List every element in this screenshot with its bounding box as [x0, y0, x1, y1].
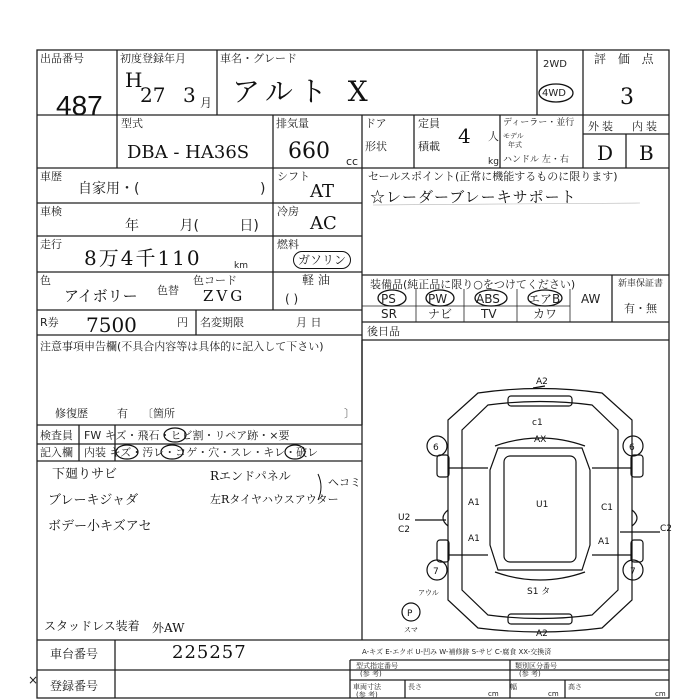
remark-tire-house: 左Rタイヤハウスアウター [210, 493, 339, 506]
interior-grade: B [639, 141, 654, 165]
equipment-label: 装備品(純正品に限り○をつけてください) [370, 278, 576, 291]
repair-place: 〔箇所 [142, 407, 175, 420]
shape-label: 形状 [365, 140, 387, 153]
model-label: 型式 [121, 117, 143, 130]
length-ref: (参 考) [356, 691, 378, 699]
mark-seven-left: 7 [433, 567, 439, 577]
equip-ps: PS [381, 292, 396, 306]
model-year-label-2: 年式 [508, 141, 522, 149]
color-label: 色 [40, 274, 51, 287]
chassis-label: 車台番号 [50, 647, 99, 661]
width-cm: cm [548, 690, 559, 698]
warranty-label: 新車保証書 [618, 279, 664, 289]
history-value: 自家用・( [78, 181, 140, 197]
lot-label: 出品番号 [40, 52, 84, 65]
remark-dent: ヘコミ [328, 476, 361, 489]
inspection-dates: 年 月( 日) [125, 218, 259, 234]
load-unit: kg [488, 157, 499, 167]
reg-label: 登録番号 [50, 679, 99, 693]
height-cm: cm [655, 690, 666, 698]
displacement: 660 [288, 139, 330, 164]
sales-point: ☆レーダーブレーキサポート [370, 188, 577, 206]
mark-six-right: 6 [629, 443, 635, 453]
mark-ax: AX [534, 435, 547, 445]
name-change-label: 名変期限 [200, 316, 244, 329]
mark-c1: c1 [532, 418, 543, 428]
mark-a1-left: A1 [468, 498, 480, 508]
shift-value: AT [310, 181, 335, 202]
inspection-label: 車検 [40, 205, 62, 218]
capacity: 4 [458, 124, 471, 148]
history-close: ) [260, 181, 266, 197]
remark-aw: 外AW [152, 621, 185, 635]
mark-p: P [407, 609, 413, 619]
inspector-label: 検査員 [40, 429, 73, 442]
mileage: 8万4千110 [84, 246, 202, 270]
era: H [125, 68, 143, 92]
later-items-label: 後日品 [367, 325, 400, 338]
x-mark: × [28, 673, 39, 687]
record-label: 記入欄 [40, 446, 73, 459]
equip-pw: PW [428, 292, 448, 306]
car-name-label: 車名・グレード [220, 52, 297, 65]
capacity-unit: 人 [488, 130, 499, 143]
class-ref: (参 考) [519, 670, 541, 678]
color-value: アイボリー [64, 287, 138, 305]
fuel-value: ガソリン [293, 251, 351, 269]
length-field: 長さ [408, 683, 422, 691]
equip-sr: SR [381, 307, 397, 321]
yen-unit: 円 [177, 316, 188, 329]
model-year-label: モデル [503, 132, 524, 140]
equip-airbag: エアB [528, 292, 561, 306]
equip-tv: TV [481, 307, 497, 321]
dealer-label: ディーラー・並行 [503, 118, 575, 128]
ac-label: 冷房 [277, 205, 299, 218]
mark-c2-right: C2 [660, 524, 673, 534]
exterior-grade: D [597, 141, 614, 165]
length-cm: cm [488, 690, 499, 698]
repair-close: 〕 [344, 407, 355, 420]
mark-p-note2: スマ [404, 626, 418, 634]
name-change-date: 月 日 [296, 316, 322, 329]
spec-no-label: 型式指定番号 [356, 662, 398, 670]
color-change-label: 色替 [157, 284, 179, 297]
drive-4wd: 4WD [542, 88, 566, 99]
height-field: 高さ [568, 683, 582, 691]
mark-a2-bottom: A2 [536, 629, 548, 639]
warranty-value: 有・無 [624, 302, 657, 315]
history-label: 車歴 [40, 170, 62, 183]
mark-six-left: 6 [433, 443, 439, 453]
mileage-label: 走行 [40, 238, 62, 251]
displacement-label: 排気量 [276, 117, 309, 130]
width-field: 幅 [510, 683, 517, 691]
month-unit: 月 [200, 96, 213, 110]
mark-u2: U2 [398, 513, 411, 523]
recycle-label: R券 [40, 316, 59, 329]
recycle-amount: 7500 [86, 313, 137, 337]
lot-number: 487 [56, 90, 103, 121]
mark-u1: U1 [536, 500, 549, 510]
score-label: 評 価 点 [594, 52, 658, 66]
score: 3 [620, 85, 634, 110]
handle-label: ハンドル 左・右 [503, 155, 569, 165]
equip-abs: ABS [476, 292, 500, 306]
capacity-label: 定員 [418, 117, 440, 130]
car-name: アルト X [232, 75, 374, 108]
cc-unit: cc [346, 155, 359, 168]
equip-aw: AW [581, 292, 601, 306]
mark-seven-right: 7 [630, 567, 636, 577]
repair-value: 有 [117, 407, 128, 420]
shift-label: シフト [277, 170, 310, 183]
load-label: 積載 [418, 140, 440, 153]
mark-a1-right: A1 [598, 537, 610, 547]
mark-c1-right: C1 [601, 503, 614, 513]
record-items: 内装 キズ・汚レ・コゲ・穴・スレ・キレ・破レ [84, 446, 319, 459]
interior-label: 内装 [632, 120, 660, 133]
equip-leather: カワ [533, 307, 558, 321]
color-code: ZVG [203, 287, 246, 305]
mark-c2: C2 [398, 525, 411, 535]
remark-body: ボデー小キズアセ [48, 519, 152, 534]
mark-a2-top: A2 [536, 377, 548, 387]
fuel-other: ( ) [285, 292, 299, 306]
spec-ref: (参 考) [360, 670, 382, 678]
chassis-number: 225257 [172, 642, 247, 663]
fuel-option: 軽 油 [302, 273, 330, 287]
km-unit: km [234, 261, 248, 271]
exterior-label: 外装 [588, 120, 616, 133]
repair-label: 修復歴 [55, 407, 88, 420]
ac-value: AC [310, 213, 337, 234]
sales-point-label: セールスポイント(正常に機能するものに限ります) [368, 170, 618, 183]
mark-s1: S1 タ [527, 587, 551, 597]
fuel-label: 燃料 [277, 238, 299, 251]
inspector-items: FW キズ・飛石・ヒビ割・リペア跡・×要 [84, 429, 290, 442]
drive-2wd: 2WD [543, 59, 567, 70]
reg-year: 27 [140, 83, 166, 107]
remark-brake: ブレーキジャダ [48, 493, 139, 508]
first-reg-label: 初度登録年月 [120, 52, 186, 65]
legend: A-キズ E-エクボ U-凹み W-補修跡 S-サビ C-腐食 XX-交換済 [362, 648, 552, 656]
door-label: ドア [365, 117, 387, 130]
remark-underbody: 下廻りサビ [52, 467, 118, 482]
mark-a1-lower: A1 [468, 534, 480, 544]
equip-navi: ナビ [428, 307, 453, 321]
remark-studless: スタッドレス装着 [44, 619, 140, 633]
class-no-label: 類別区分番号 [515, 662, 557, 670]
remark-end-panel: Rエンドパネル [210, 469, 291, 483]
length-label: 車両寸法 [353, 683, 381, 691]
notes-label: 注意事項申告欄(不具合内容等は具体的に記入して下さい) [40, 340, 324, 353]
model-code: DBA - HA36S [127, 142, 250, 163]
color-code-label: 色コード [193, 274, 237, 287]
reg-month: 3 [183, 83, 196, 107]
mark-p-note: アウル [418, 589, 439, 597]
